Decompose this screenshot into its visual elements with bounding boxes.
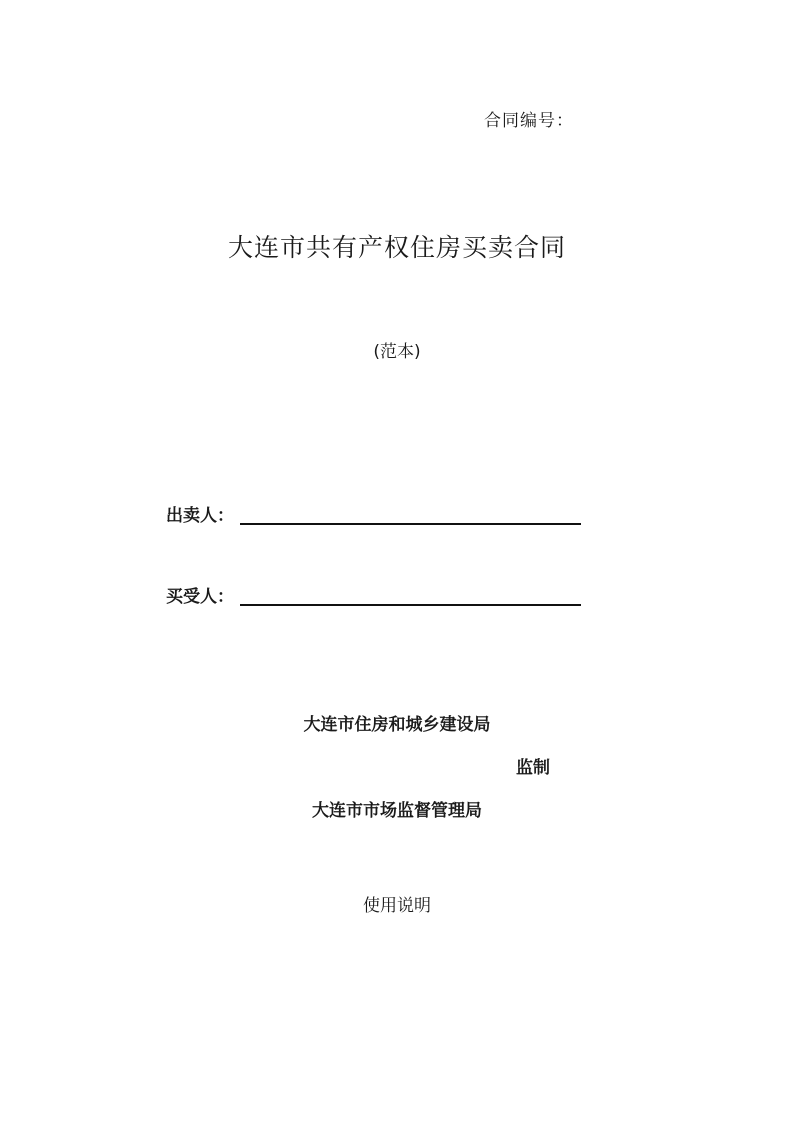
instructions-heading: 使用说明 (363, 896, 431, 916)
supervise-label: 监制 (516, 758, 550, 778)
issuer-housing-bureau: 大连市住房和城乡建设局 (303, 715, 491, 735)
buyer-label: 买受人： (166, 587, 234, 607)
contract-number-label: 合同编号： (484, 111, 574, 131)
page-title: 大连市共有产权住房买卖合同 (227, 233, 566, 262)
template-subtitle: (范本) (373, 342, 421, 362)
buyer-blank-line (240, 604, 581, 606)
seller-label: 出卖人： (166, 506, 234, 526)
seller-blank-line (240, 523, 581, 525)
seller-field (166, 501, 586, 527)
issuer-market-bureau: 大连市市场监督管理局 (312, 801, 482, 821)
buyer-field (166, 582, 586, 608)
